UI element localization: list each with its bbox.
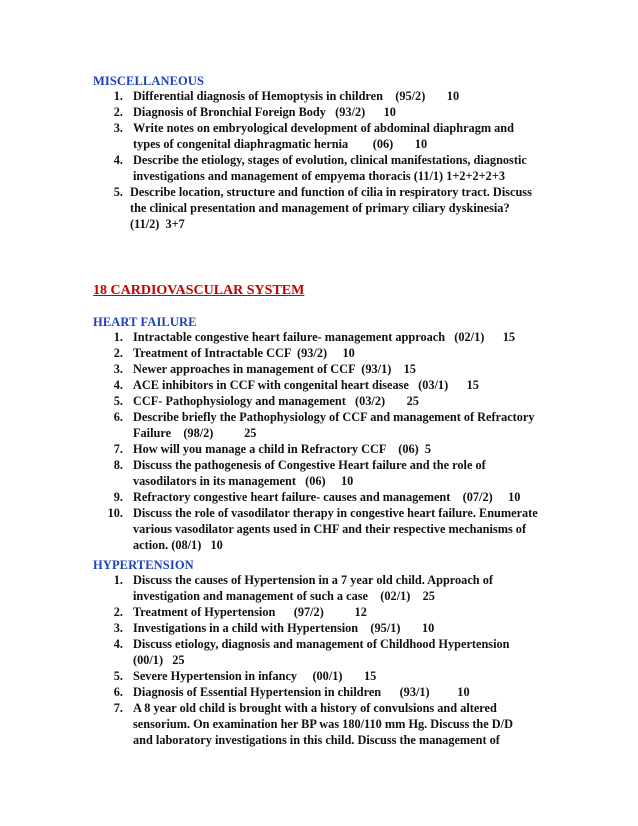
document-page: MISCELLANEOUS 1. Differential diagnosis of Hemoptysis in children (95/2) 10 2. Diagnosis of Bronchial Foreign Body (93/2) 10 3. Write notes on embryological development of abdominal diaphragm and types of congenital diaphragmatic hernia (06) 10 4. Describe the etiology, stages of evolution, clinical manifestations, diagnostic investigations and management of empyema thoracis (11/1) 1+2+2+2+3 5. Describe location, structure and function of cilia in respiratory tract. Discuss the clinical presentation and management of primary ciliary dyskinesia? (11/2) 3+7 18 CARDIOVASCULAR SYSTEM HEART FAILURE 1. Intractable congestive heart failure- management approach (02/1) 15 2. Treatment of Intractable CCF (93/2) 10 3. Newer approaches in management of CCF (93/1) 15 4. ACE inhibitors in CCF with congenital heart disease (03/1) 15 5. CCF- Pathophysiology and management (03/2) 25 6. Describe briefly the Pathophysiology of CCF and management of Refractory Failure (98/2) 25 7. How will you manage a child in Refractory CCF (06) 5 8. Discuss the pathogenesis of Congestive Heart failure and the role of vasodilators in its management (06) 10 9. Refractory congestive heart failure- causes and management (07/2) 10 10. Discuss the role of vasodilator therapy in congestive heart failure. Enumerate various vasodilator agents used in CHF and their respective mechanisms of action. (08/1) 10 HYPERTENSION 1. Discuss the causes of Hypertension in a 7 year old child. Approach of investigation and management of such a case (02/1) 25 2. Treatment of Hypertension (97/2) 12 3. Investigations in a child with Hypertension (95/1) 10 4. Discuss etiology, diagnosis and management of Childhood Hypertension (00/1) 25 5. Severe Hypertension in infancy (00/1) 15 6. Diagnosis of Essential Hypertension in children (93/1) 10 7. A 8 year old child is brought with a history of convulsions and altered sensorium. On examination her BP was 180/110 mm Hg. Discuss the D/D and laboratory investigations in this child. Discuss the management of: [93, 74, 538, 747]
chapter-title: 18 CARDIOVASCULAR SYSTEM: [93, 283, 305, 298]
section-heading-miscellaneous: MISCELLANEOUS: [93, 74, 205, 88]
section-heading-hypertension: HYPERTENSION: [93, 558, 194, 572]
section-heading-heart-failure: HEART FAILURE: [93, 315, 197, 329]
